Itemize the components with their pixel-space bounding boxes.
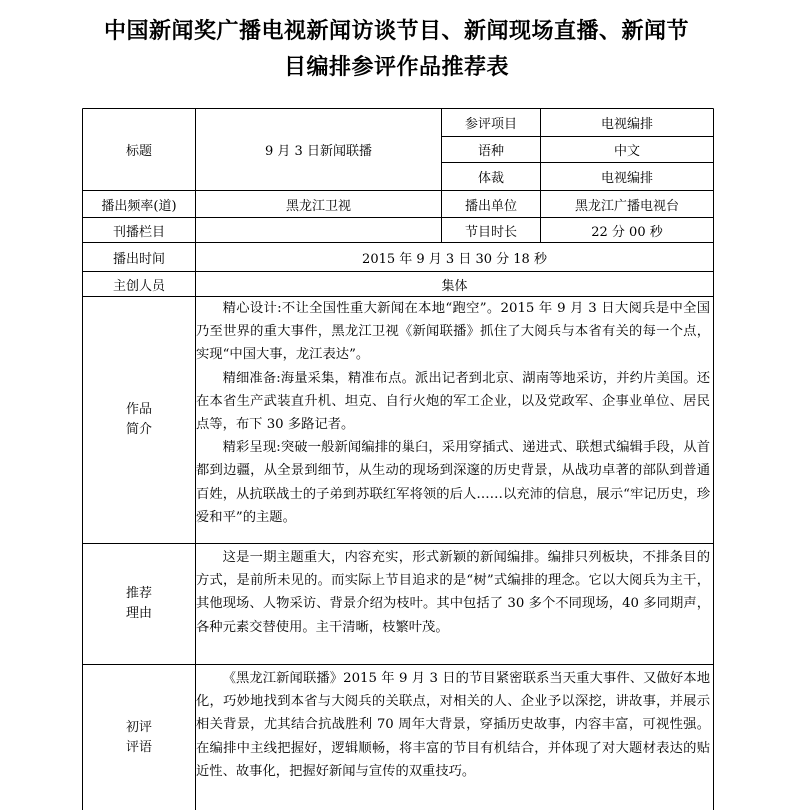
category-label: 参评项目: [464, 117, 517, 132]
review-text: [196, 667, 710, 783]
reason-paragraph: 这是一期主题重大，内容充实，形式新颖的新闻编排。编排只列板块，不排条目的方式，是前所未见的。而实际上节目追求的是“树”式编排的理念。它以大阅兵为主干，其他现场、人物采访、背景介绍为枝叶。其中包括了 30 多个不同现场，40 多同期声，各种元素交替使用。主干清晰，枝繁叶茂。: [196, 550, 710, 635]
intro-paragraph: 精彩呈现:突破一般新闻编排的巢臼，采用穿插式、递进式、联想式编辑手段，从首都到边疆，从全景到细节，从生动的现场到深邃的历史背景，从战功卓著的部队到普通百姓，从抗联战士的子弟到苏联红军将领的后人……以充沛的信息，展示“牢记历史，珍爱和平”的主题。: [196, 440, 710, 525]
intro-label-line-1: 作品: [125, 402, 152, 417]
review-paragraph: 《黑龙江新闻联播》2015 年 9 月 3 日的节目紧密联系当天重大事件、又做好本地化，巧妙地找到本省与大阅兵的关联点，对相关的人、企业予以深挖，讲故事，并展示相关背景，尤其结合抗战胜利 70 周年大背景，穿插历史故事，内容丰富，可视性强。在编排中主线把握好，逻辑顺畅，将丰富的节目有机结合，并体现了对大题材表达的贴近性、故事化，把握好新闻与宣传的双重技巧。: [196, 671, 710, 779]
creator-label: 主创人员: [112, 278, 165, 294]
genre-value: 电视编排: [600, 171, 653, 186]
page-title-line-2: 目编排参评作品推荐表: [283, 55, 509, 80]
language-value: 中文: [613, 144, 640, 159]
airtime-value: 2015 年 9 月 3 日 30 分 18 秒: [362, 251, 547, 267]
duration-label: 节目时长: [464, 224, 517, 240]
reason-label: [83, 544, 195, 664]
airtime-label: 播出时间: [112, 251, 165, 267]
duration-value: 22 分 00 秒: [591, 224, 663, 240]
reason-label-line-1: 推荐: [125, 586, 152, 601]
page-title-line-1: 中国新闻奖广播电视新闻访谈节目、新闻现场直播、新闻节: [103, 19, 689, 44]
category-value: 电视编排: [600, 117, 653, 132]
intro-paragraph: 精细准备:海量采集，精准布点。派出记者到北京、湖南等地采访，并约片美国。还在本省生产武装直升机、坦克、自行火炮的军工企业，以及党政军、企事业单位、居民点等，布下 30 多路记者。: [196, 370, 710, 433]
review-label: [83, 665, 195, 810]
channel-label: 播出频率(道): [101, 198, 177, 214]
reason-text: [196, 546, 710, 639]
creator-value: 集体: [441, 278, 468, 294]
column-label: 刊播栏目: [112, 224, 165, 240]
language-label: 语种: [477, 144, 504, 159]
unit-label: 播出单位: [464, 198, 517, 214]
intro-label: [83, 297, 195, 543]
genre-label: 体裁: [477, 171, 504, 186]
channel-value: 黑龙江卫视: [285, 198, 351, 214]
column-value: [196, 218, 441, 242]
intro-text: [196, 297, 710, 529]
title-value: 9 月 3 日新闻联播: [265, 144, 372, 159]
title-label: 标题: [125, 144, 152, 159]
review-label-line-1: 初评: [125, 719, 152, 735]
intro-label-line-2: 简介: [125, 422, 152, 437]
review-label-line-2: 评语: [125, 739, 152, 755]
unit-value: 黑龙江广播电视台: [574, 198, 679, 214]
reason-label-line-2: 理由: [125, 606, 152, 621]
intro-paragraph: 精心设计:不让全国性重大新闻在本地“跑空”。2015 年 9 月 3 日大阅兵是中全国乃至世界的重大事件，黑龙江卫视《新闻联播》抓住了大阅兵与本省有关的每一个点，实现“中国大事，龙江表达”。: [196, 301, 710, 363]
